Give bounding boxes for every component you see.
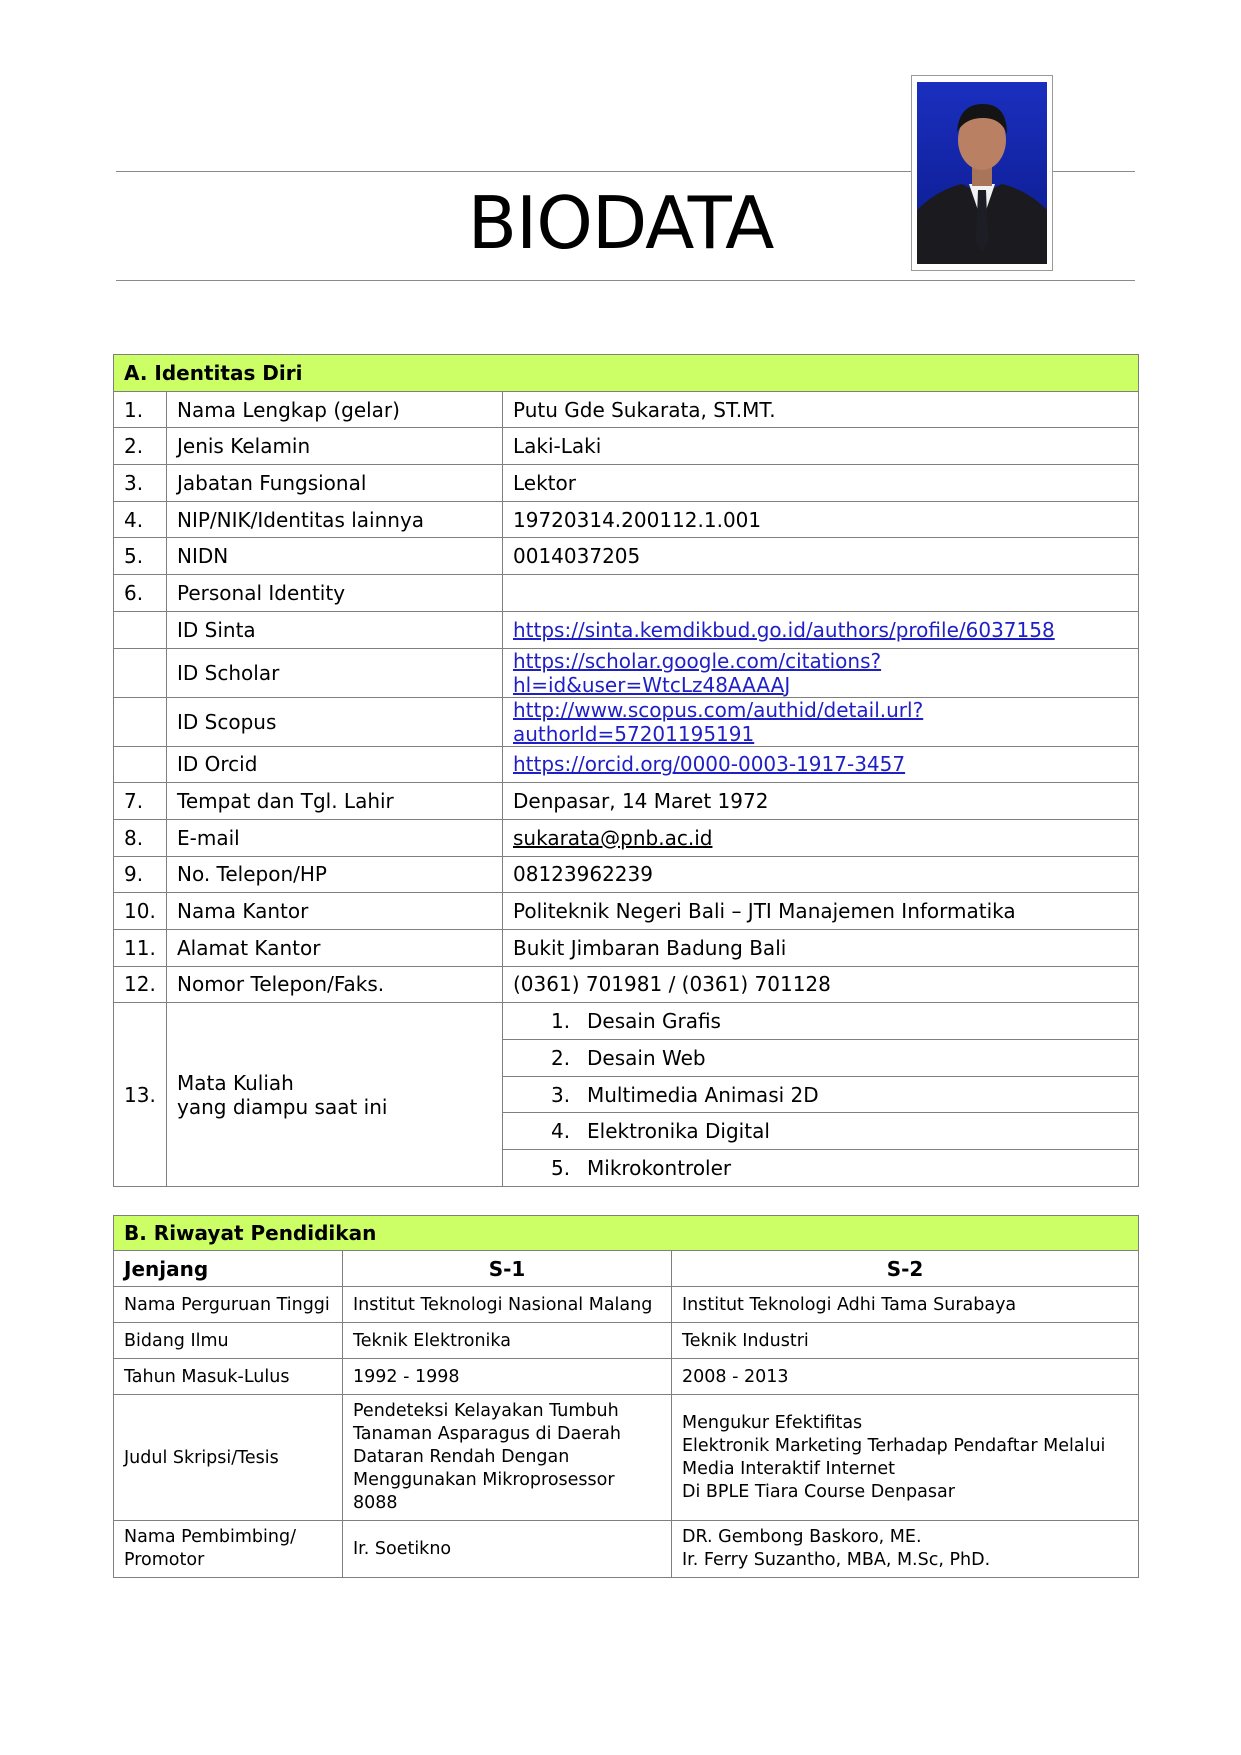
identity-link[interactable]: https://sinta.kemdikbud.go.id/authors/profile/6037158 <box>513 617 1055 642</box>
s1-value: 1992 - 1998 <box>343 1359 672 1395</box>
section-b-heading: B. Riwayat Pendidikan <box>114 1216 1139 1251</box>
title-rule-bottom <box>116 280 1135 281</box>
row-label <box>167 1003 503 1186</box>
col-s1: S-1 <box>343 1251 672 1287</box>
course-name: Desain Grafis <box>587 1009 721 1034</box>
row-number: 13. <box>114 1003 167 1186</box>
text-line: Nama Pembimbing/ <box>124 1527 296 1547</box>
identity-table <box>113 354 1139 1187</box>
table-row <box>114 929 1139 966</box>
course-item <box>503 1113 1139 1150</box>
row-label: Judul Skripsi/Tesis <box>114 1395 343 1521</box>
text-line: DR. Gembong Baskoro, ME. <box>682 1527 922 1547</box>
s2-value: Teknik Industri <box>672 1323 1139 1359</box>
identity-link[interactable]: http://www.scopus.com/authid/detail.url?authorId=57201195191 <box>513 697 924 746</box>
table-row <box>114 1395 1139 1521</box>
row-number: 11. <box>114 929 167 966</box>
table-row <box>114 1359 1139 1395</box>
row-value: Bukit Jimbaran Badung Bali <box>503 929 1139 966</box>
label-line: yang diampu saat ini <box>177 1094 388 1119</box>
row-label: NIP/NIK/Identitas lainnya <box>167 501 503 538</box>
row-label: NIDN <box>167 538 503 575</box>
row-label: Jenis Kelamin <box>167 428 503 465</box>
row-number: 10. <box>114 893 167 930</box>
row-value: 19720314.200112.1.001 <box>503 501 1139 538</box>
row-label: Tahun Masuk-Lulus <box>114 1359 343 1395</box>
table-row <box>114 783 1139 820</box>
table-row <box>114 391 1139 428</box>
link[interactable]: sukarata@pnb.ac.id <box>513 825 713 850</box>
text-line: Pendeteksi Kelayakan Tumbuh <box>353 1401 619 1421</box>
row-label: E-mail <box>167 819 503 856</box>
row-number <box>114 697 167 746</box>
identity-label: ID Scholar <box>167 648 503 697</box>
row-value: 0014037205 <box>503 538 1139 575</box>
row-label: Alamat Kantor <box>167 929 503 966</box>
table-row <box>114 1003 1139 1040</box>
table-row <box>114 1287 1139 1323</box>
row-value: (0361) 701981 / (0361) 701128 <box>503 966 1139 1003</box>
table-row <box>114 856 1139 893</box>
identity-link[interactable]: https://orcid.org/0000-0003-1917-3457 <box>513 752 906 777</box>
label-line: Mata Kuliah <box>177 1070 294 1095</box>
s1-value: Institut Teknologi Nasional Malang <box>343 1287 672 1323</box>
advisor-s1: Ir. Soetikno <box>343 1521 672 1578</box>
row-number: 9. <box>114 856 167 893</box>
row-number: 5. <box>114 538 167 575</box>
identity-value <box>503 697 1139 746</box>
table-row <box>114 428 1139 465</box>
row-label: Bidang Ilmu <box>114 1323 343 1359</box>
table-row <box>114 465 1139 502</box>
course-name: Desain Web <box>587 1045 706 1070</box>
col-s2: S-2 <box>672 1251 1139 1287</box>
row-number: 7. <box>114 783 167 820</box>
row-value <box>503 575 1139 612</box>
course-name: Mikrokontroler <box>587 1155 732 1180</box>
identity-label: ID Orcid <box>167 746 503 783</box>
table-row <box>114 966 1139 1003</box>
row-number: 1. <box>114 391 167 428</box>
course-name: Multimedia Animasi 2D <box>587 1082 819 1107</box>
identity-value <box>503 648 1139 697</box>
course-number: 1. <box>551 1009 571 1034</box>
identity-label: ID Scopus <box>167 697 503 746</box>
identity-link[interactable]: https://scholar.google.com/citations?hl=id&user=WtcLz48AAAAJ <box>513 648 882 697</box>
table-row <box>114 746 1139 783</box>
row-label: Nama Lengkap (gelar) <box>167 391 503 428</box>
row-label <box>114 1521 343 1578</box>
course-number: 2. <box>551 1045 571 1070</box>
identity-label: ID Sinta <box>167 611 503 648</box>
portrait-photo <box>911 75 1053 271</box>
table-row <box>114 1521 1139 1578</box>
table-row <box>114 697 1139 746</box>
row-number: 12. <box>114 966 167 1003</box>
row-value: Putu Gde Sukarata, ST.MT. <box>503 391 1139 428</box>
s1-value: Teknik Elektronika <box>343 1323 672 1359</box>
section-a-heading: A. Identitas Diri <box>114 355 1139 392</box>
advisor-s2 <box>672 1521 1139 1578</box>
row-label: Jabatan Fungsional <box>167 465 503 502</box>
course-item <box>503 1076 1139 1113</box>
text-line: Menggunakan Mikroprosessor 8088 <box>353 1470 615 1513</box>
text-line: Dataran Rendah Dengan <box>353 1447 570 1467</box>
table-row <box>114 501 1139 538</box>
thesis-s2 <box>672 1395 1139 1521</box>
row-value: 08123962239 <box>503 856 1139 893</box>
row-number: 4. <box>114 501 167 538</box>
table-row <box>114 819 1139 856</box>
page-title: BIODATA <box>467 181 774 265</box>
row-label: No. Telepon/HP <box>167 856 503 893</box>
table-row <box>114 538 1139 575</box>
row-number: 8. <box>114 819 167 856</box>
row-value: Laki-Laki <box>503 428 1139 465</box>
portrait-icon <box>917 82 1047 264</box>
education-table <box>113 1215 1139 1578</box>
row-value: Politeknik Negeri Bali – JTI Manajemen Informatika <box>503 893 1139 930</box>
row-value: Denpasar, 14 Maret 1972 <box>503 783 1139 820</box>
row-number <box>114 611 167 648</box>
course-number: 3. <box>551 1082 571 1107</box>
text-line: Media Interaktif Internet <box>682 1458 895 1479</box>
course-item <box>503 1040 1139 1077</box>
table-row <box>114 611 1139 648</box>
row-number: 2. <box>114 428 167 465</box>
text-line: Elektronik Marketing Terhadap Pendaftar Melalui <box>682 1435 1106 1456</box>
course-item <box>503 1150 1139 1187</box>
row-label: Nomor Telepon/Faks. <box>167 966 503 1003</box>
text-line: Tanaman Asparagus di Daerah <box>353 1424 621 1444</box>
text-line: Mengukur Efektifitas <box>682 1412 863 1433</box>
row-label: Nama Kantor <box>167 893 503 930</box>
s2-value: Institut Teknologi Adhi Tama Surabaya <box>672 1287 1139 1323</box>
table-row <box>114 648 1139 697</box>
thesis-s1 <box>343 1395 672 1521</box>
text-line: Ir. Ferry Suzantho, MBA, M.Sc, PhD. <box>682 1550 991 1570</box>
row-number <box>114 648 167 697</box>
col-jenjang: Jenjang <box>114 1251 343 1287</box>
course-number: 5. <box>551 1155 571 1180</box>
table-row <box>114 1323 1139 1359</box>
identity-value <box>503 746 1139 783</box>
row-label: Nama Perguruan Tinggi <box>114 1287 343 1323</box>
table-row <box>114 575 1139 612</box>
identity-value <box>503 611 1139 648</box>
text-line: Promotor <box>124 1550 205 1570</box>
s2-value: 2008 - 2013 <box>672 1359 1139 1395</box>
row-value <box>503 819 1139 856</box>
row-number: 3. <box>114 465 167 502</box>
course-number: 4. <box>551 1119 571 1144</box>
text-line: Di BPLE Tiara Course Denpasar <box>682 1481 955 1502</box>
row-label: Tempat dan Tgl. Lahir <box>167 783 503 820</box>
course-name: Elektronika Digital <box>587 1119 770 1144</box>
row-label: Personal Identity <box>167 575 503 612</box>
row-number <box>114 746 167 783</box>
row-value: Lektor <box>503 465 1139 502</box>
row-number: 6. <box>114 575 167 612</box>
course-item <box>503 1003 1139 1040</box>
table-row <box>114 893 1139 930</box>
